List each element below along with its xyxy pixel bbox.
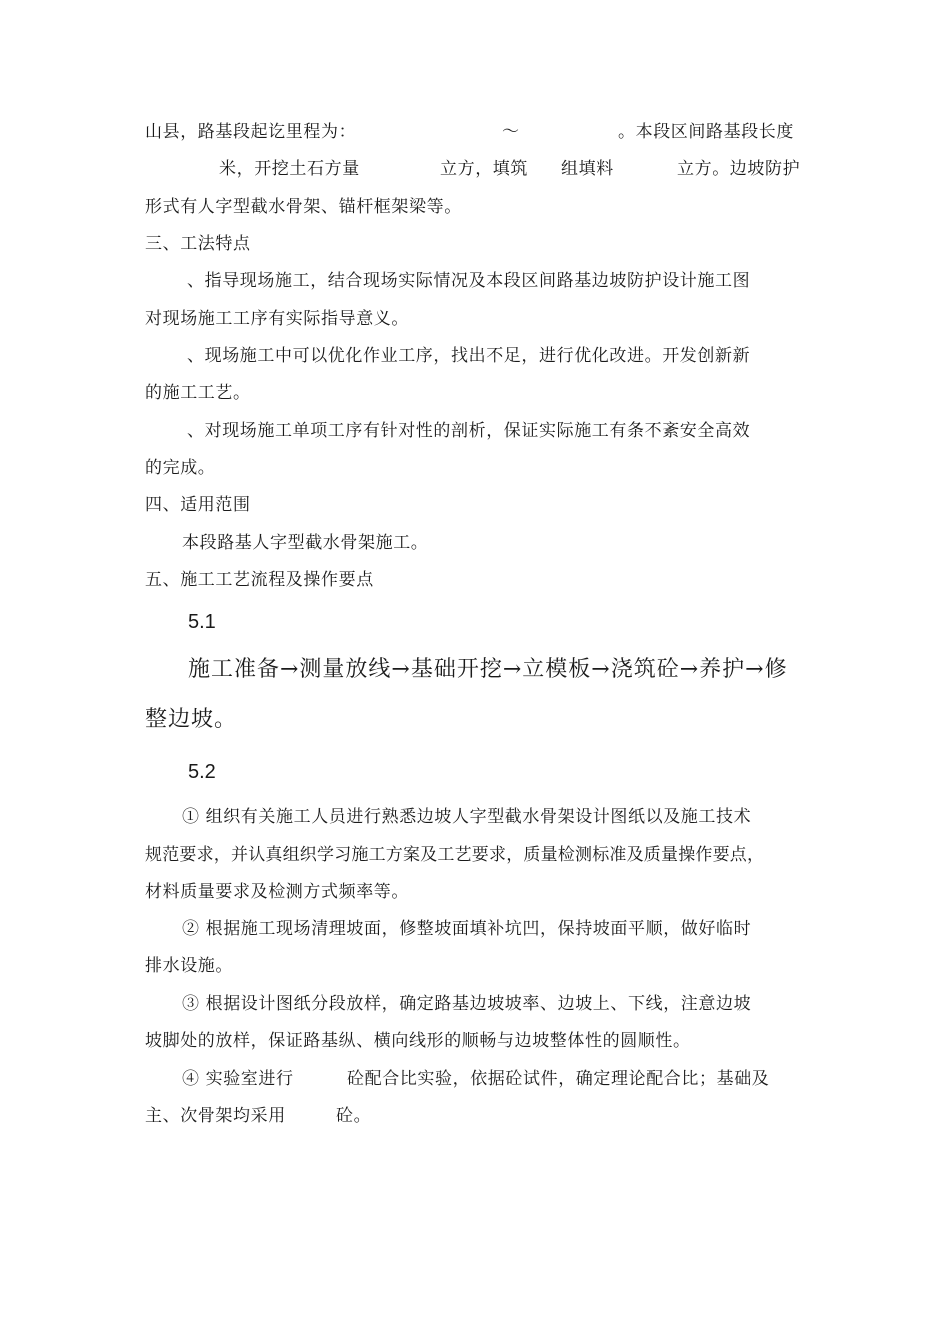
- section-3-item-1-line-1: 、指导现场施工，结合现场实际情况及本段区间路基边坡防护设计施工图: [187, 271, 751, 291]
- step-1-line-3: 材料质量要求及检测方式频率等。: [145, 882, 409, 902]
- step-4-line-1b: 砼配合比实验，依据砼试件，确定理论配合比；基础及: [347, 1069, 770, 1089]
- flow-line-1: 施工准备→测量放线→基础开挖→立模板→浇筑砼→养护→修: [188, 657, 788, 682]
- intro-line-2b: 立方，填筑: [440, 159, 528, 179]
- step-1-line-2: 规范要求，并认真组织学习施工方案及工艺要求，质量检测标准及质量操作要点，: [145, 845, 765, 865]
- step-4-line-1a: ④ 实验室进行: [182, 1069, 294, 1089]
- section-4-heading: 四、适用范围: [145, 495, 251, 515]
- intro-line-2d: 立方。边坡防护: [677, 159, 801, 179]
- step-1-line-1: ① 组织有关施工人员进行熟悉边坡人字型截水骨架设计图纸以及施工技术: [182, 807, 752, 827]
- intro-line-1c: 。本段区间路基段长度: [618, 122, 794, 142]
- section-3-heading: 三、工法特点: [145, 234, 251, 254]
- section-5-heading: 五、施工工艺流程及操作要点: [145, 570, 374, 590]
- intro-line-3: 形式有人字型截水骨架、锚杆框架梁等。: [145, 197, 462, 217]
- step-2-line-2: 排水设施。: [145, 956, 233, 976]
- step-3-line-2: 坡脚处的放样，保证路基纵、横向线形的顺畅与边坡整体性的圆顺性。: [145, 1031, 691, 1051]
- step-3-line-1: ③ 根据设计图纸分段放样，确定路基边坡坡率、边坡上、下线，注意边坡: [182, 994, 752, 1014]
- step-4-line-2b: 砼。: [336, 1106, 372, 1126]
- section-3-item-2-line-1: 、现场施工中可以优化作业工序，找出不足，进行优化改进。开发创新新: [187, 346, 751, 366]
- subsection-5-2-number: 5.2: [188, 761, 216, 783]
- step-4-line-2a: 主、次骨架均采用: [145, 1106, 286, 1126]
- flow-line-2: 整边坡。: [145, 707, 238, 732]
- intro-line-2a: 米，开挖土石方量: [219, 159, 360, 179]
- section-4-text: 本段路基人字型截水骨架施工。: [182, 533, 429, 553]
- step-2-line-1: ② 根据施工现场清理坡面，修整坡面填补坑凹，保持坡面平顺，做好临时: [182, 919, 752, 939]
- subsection-5-1-number: 5.1: [188, 611, 216, 633]
- intro-line-1b: ～: [502, 122, 520, 142]
- section-3-item-3-line-1: 、对现场施工单项工序有针对性的剖析，保证实际施工有条不紊安全高效: [187, 421, 751, 441]
- section-3-item-2-line-2: 的施工工艺。: [145, 383, 251, 403]
- intro-line-2c: 组填料: [561, 159, 614, 179]
- section-3-item-1-line-2: 对现场施工工序有实际指导意义。: [145, 309, 409, 329]
- intro-line-1a: 山县，路基段起讫里程为：: [145, 122, 357, 142]
- section-3-item-3-line-2: 的完成。: [145, 458, 216, 478]
